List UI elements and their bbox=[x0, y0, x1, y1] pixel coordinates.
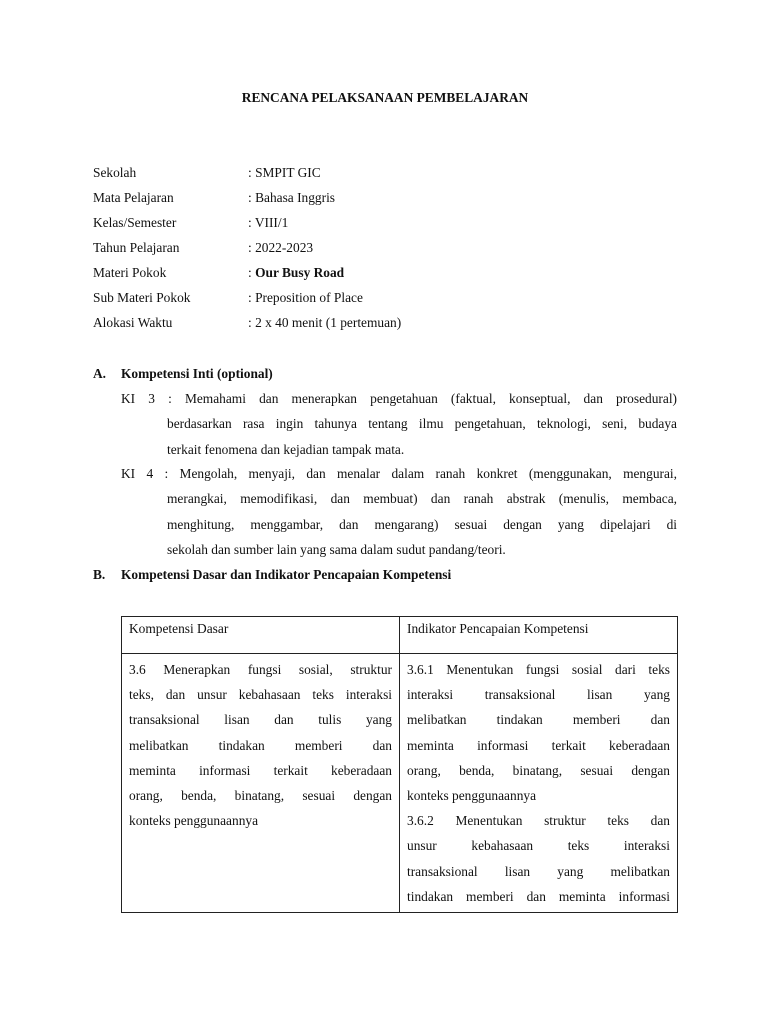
section-a-letter: A. bbox=[93, 366, 107, 381]
ki4-line-3: menghitung, menggambar, dan mengarang) sesuai dengan yang dipelajari di bbox=[167, 517, 677, 532]
ipk-line: interaksi transaksional lisan yang bbox=[407, 687, 670, 703]
identity-label-subject: Mata Pelajaran bbox=[93, 190, 174, 205]
ki3-line-2: berdasarkan rasa ingin tahunya tentang ilmu pengetahuan, teknologi, seni, budaya bbox=[167, 416, 677, 431]
identity-value-time: : 2 x 40 menit (1 pertemuan) bbox=[248, 315, 402, 330]
identity-label-topic: Materi Pokok bbox=[93, 265, 167, 280]
table-row bbox=[122, 654, 678, 913]
ki4-line-1: KI 4 : Mengolah, menyaji, dan menalar dalam ranah konkret (menggunakan, mengurai, bbox=[121, 466, 677, 481]
competency-table bbox=[121, 616, 678, 913]
kd-line: teks, dan unsur kebahasaan teks interaksi bbox=[129, 687, 392, 703]
identity-value-topic-prefix: : bbox=[248, 265, 256, 280]
kd-line: konteks penggunaannya bbox=[129, 813, 259, 829]
section-a-title: Kompetensi Inti (optional) bbox=[121, 366, 273, 381]
ipk-line: tindakan memberi dan meminta informasi bbox=[407, 888, 670, 904]
ki4-line-2: merangkai, memodifikasi, dan membuat) dan ranah abstrak (menulis, membaca, bbox=[167, 491, 677, 506]
ki4-line-4: sekolah dan sumber lain yang sama dalam sudut pandang/teori. bbox=[167, 542, 506, 557]
identity-value-school: : SMPIT GIC bbox=[248, 165, 321, 180]
ipk-line: transaksional lisan yang melibatkan bbox=[407, 863, 670, 879]
identity-label-time: Alokasi Waktu bbox=[93, 315, 173, 330]
table-header-kd: Kompetensi Dasar bbox=[122, 617, 400, 654]
kd-line: transaksional lisan dan tulis yang bbox=[129, 712, 392, 728]
section-b-letter: B. bbox=[93, 567, 106, 582]
identity-label-class: Kelas/Semester bbox=[93, 215, 177, 230]
ipk-line: 3.6.2 Menentukan struktur teks dan bbox=[407, 813, 670, 829]
section-b-title: Kompetensi Dasar dan Indikator Pencapaian Kompetensi bbox=[121, 567, 452, 582]
kd-line: 3.6 Menerapkan fungsi sosial, struktur bbox=[129, 662, 392, 677]
ipk-cell bbox=[400, 654, 678, 913]
ipk-line: orang, benda, binatang, sesuai dengan bbox=[407, 762, 670, 778]
ipk-line: meminta informasi terkait keberadaan bbox=[407, 737, 670, 753]
kd-line: melibatkan tindakan memberi dan bbox=[129, 737, 392, 753]
ipk-line: melibatkan tindakan memberi dan bbox=[407, 712, 670, 728]
kd-cell bbox=[122, 654, 400, 913]
identity-label-school: Sekolah bbox=[93, 165, 137, 180]
table-header-ipk: Indikator Pencapaian Kompetensi bbox=[400, 617, 678, 654]
document-title: RENCANA PELAKSANAAN PEMBELAJARAN bbox=[241, 90, 529, 105]
identity-value-year: : 2022-2023 bbox=[248, 240, 314, 255]
ki3-line-1: KI 3 : Memahami dan menerapkan pengetahuan (faktual, konseptual, dan prosedural) bbox=[121, 391, 677, 406]
identity-value-topic-text: Our Busy Road bbox=[255, 265, 345, 280]
identity-value-topic bbox=[248, 265, 344, 281]
identity-label-subtopic: Sub Materi Pokok bbox=[93, 290, 191, 305]
ipk-line: 3.6.1 Menentukan fungsi sosial dari teks bbox=[407, 662, 670, 677]
identity-value-subject: : Bahasa Inggris bbox=[248, 190, 336, 205]
kd-line: orang, benda, binatang, sesuai dengan bbox=[129, 787, 392, 803]
identity-value-class: : VIII/1 bbox=[248, 215, 289, 230]
ipk-line: unsur kebahasaan teks interaksi bbox=[407, 838, 670, 854]
kd-line: meminta informasi terkait keberadaan bbox=[129, 762, 392, 778]
table-header-row bbox=[122, 617, 678, 654]
ki3-line-3: terkait fenomena dan kejadian tampak mata. bbox=[167, 442, 405, 457]
identity-value-subtopic: : Preposition of Place bbox=[248, 290, 363, 305]
ipk-line: konteks penggunaannya bbox=[407, 787, 537, 803]
identity-label-year: Tahun Pelajaran bbox=[93, 240, 180, 255]
